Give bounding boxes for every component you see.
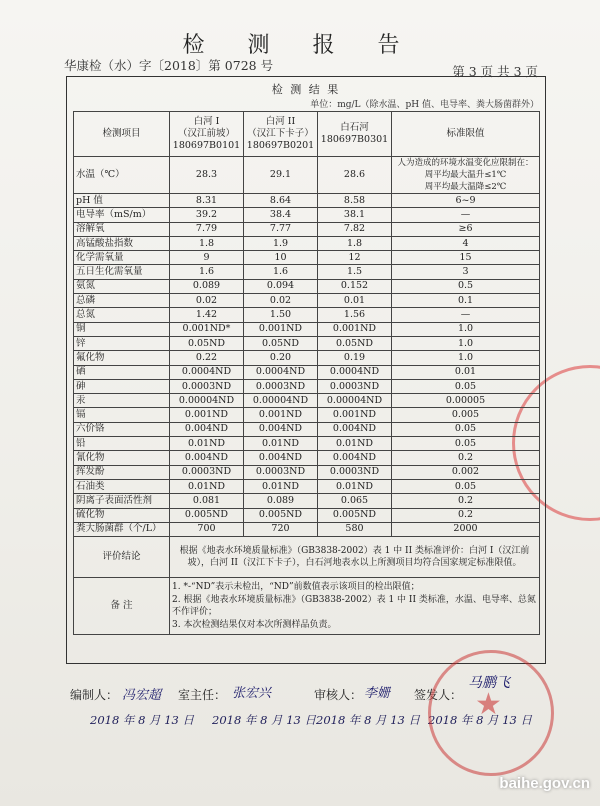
row-value-site3: 0.05ND [318, 336, 392, 350]
row-value-site1: 0.0004ND [170, 365, 244, 379]
row-value-site2: 0.05ND [244, 336, 318, 350]
row-item: 六价铬 [74, 422, 170, 436]
row-item: 氟化物 [74, 351, 170, 365]
row-value-site1: 700 [170, 522, 244, 536]
compiler-label: 编制人： [70, 688, 119, 702]
row-limit: 0.05 [392, 479, 540, 493]
row-value-site2: 0.01ND [244, 479, 318, 493]
document-number: 华康检（水）字〔2018〕第 0728 号 [64, 58, 274, 73]
row-item: 锌 [74, 336, 170, 350]
row-limit: 4 [392, 236, 540, 250]
row-value-site2: 0.0004ND [244, 365, 318, 379]
row-value-site2: 1.50 [244, 308, 318, 322]
row-value-site3: 0.01ND [318, 437, 392, 451]
row-value-site2: 0.20 [244, 351, 318, 365]
row-item: 五日生化需氧量 [74, 265, 170, 279]
director-signature: 张宏兴 [232, 686, 272, 701]
row-value-site1: 9 [170, 251, 244, 265]
row-value-site1: 1.42 [170, 308, 244, 322]
header-item: 检测项目 [74, 112, 170, 157]
row-value-site3: 0.152 [318, 279, 392, 293]
row-value-site2: 0.004ND [244, 422, 318, 436]
row-limit: 6~9 [392, 194, 540, 208]
header-site2: 白河 II （汉江下卡子） 180697B0201 [244, 112, 318, 157]
row-item: 氰化物 [74, 451, 170, 465]
row-value-site3: 38.1 [318, 208, 392, 222]
row-limit: 0.01 [392, 365, 540, 379]
table-row [74, 294, 540, 308]
row-limit: 2000 [392, 522, 540, 536]
row-value-site3: 580 [318, 522, 392, 536]
row-value-site2: 0.0003ND [244, 465, 318, 479]
row-value-site2: 0.094 [244, 279, 318, 293]
table-row [74, 251, 540, 265]
page-info: 第 3 页 共 3 页 [452, 64, 538, 79]
row-value-site2: 0.01ND [244, 437, 318, 451]
row-value-site2: 0.02 [244, 294, 318, 308]
row-limit: — [392, 308, 540, 322]
row-value-site1: 0.001ND* [170, 322, 244, 336]
row-item: 化学需氧量 [74, 251, 170, 265]
row-value-site3: 0.0004ND [318, 365, 392, 379]
row-value-site3: 0.004ND [318, 422, 392, 436]
row-item: 电导率（mS/m） [74, 208, 170, 222]
row-value-site1: 0.0003ND [170, 379, 244, 393]
row-value-site1: 1.6 [170, 265, 244, 279]
row-item: 铜 [74, 322, 170, 336]
row-value-site1: 0.001ND [170, 408, 244, 422]
row-item: 粪大肠菌群（个/L） [74, 522, 170, 536]
results-frame [66, 76, 546, 664]
row-value-site3: 1.5 [318, 265, 392, 279]
row-item: 硫化物 [74, 508, 170, 522]
row-value-site2: 1.6 [244, 265, 318, 279]
row-limit: 0.2 [392, 494, 540, 508]
row-value-site3: 0.0003ND [318, 465, 392, 479]
table-row [74, 222, 540, 236]
row-item: 硒 [74, 365, 170, 379]
row-value-site3: 0.001ND [318, 322, 392, 336]
evaluation-row [74, 537, 540, 578]
compiler-signature: 冯宏超 [122, 688, 162, 703]
header-site1: 白河 I （汉江前坡） 180697B0101 [170, 112, 244, 157]
row-limit: 0.1 [392, 294, 540, 308]
row-value-site1: 0.05ND [170, 336, 244, 350]
row-item: 总氮 [74, 308, 170, 322]
table-row [74, 465, 540, 479]
row-value-site1: 0.00004ND [170, 394, 244, 408]
table-row [74, 422, 540, 436]
date-compiler: 2018 年 8 月 13 日 [90, 713, 194, 727]
table-row [74, 451, 540, 465]
row-value-site3: 0.00004ND [318, 394, 392, 408]
table-row [74, 336, 540, 350]
star-icon: ★ [475, 687, 502, 722]
row-value-site2: 0.001ND [244, 322, 318, 336]
row-item: 挥发酚 [74, 465, 170, 479]
row-item: 汞 [74, 394, 170, 408]
table-row [74, 508, 540, 522]
row-limit: 0.05 [392, 422, 540, 436]
table-row [74, 265, 540, 279]
row-value-site1: 0.0003ND [170, 465, 244, 479]
row-limit: 15 [392, 251, 540, 265]
report-title: 检 测 报 告 [182, 33, 418, 58]
table-row [74, 379, 540, 393]
row-limit: 0.00005 [392, 394, 540, 408]
table-row [74, 479, 540, 493]
table-row [74, 351, 540, 365]
issuer-signature: 马鹏飞 [468, 675, 510, 691]
header-limit: 标准限值 [392, 112, 540, 157]
row-limit: 人为造成的环境水温变化应限制在： 周平均最大温升≤1℃ 周平均最大温降≤2℃ [392, 157, 540, 194]
section-title: 检 测 结 果 [271, 83, 341, 96]
director-label: 室主任： [178, 688, 227, 702]
results-table [73, 111, 540, 635]
row-item: 总磷 [74, 294, 170, 308]
table-row [74, 437, 540, 451]
row-item: 氨氮 [74, 279, 170, 293]
row-value-site2: 7.77 [244, 222, 318, 236]
row-value-site2: 10 [244, 251, 318, 265]
table-row [74, 408, 540, 422]
remark-line: 1. *-“ND”表示未检出，“ND”前数值表示该项目的检出限值； [172, 582, 420, 593]
row-value-site2: 38.4 [244, 208, 318, 222]
row-item: 石油类 [74, 479, 170, 493]
row-value-site3: 0.01ND [318, 479, 392, 493]
row-limit: 0.005 [392, 408, 540, 422]
row-limit: 0.2 [392, 508, 540, 522]
row-value-site1: 0.089 [170, 279, 244, 293]
row-value-site3: 0.0003ND [318, 379, 392, 393]
remark-line: 3. 本次检测结果仅对本次所测样品负责。 [172, 619, 337, 630]
table-row [74, 394, 540, 408]
date-issuer: 2018 年 8 月 13 日 [428, 713, 532, 727]
row-value-site2: 0.005ND [244, 508, 318, 522]
table-row [74, 208, 540, 222]
remark-line: 2. 根据《地表水环境质量标准》（GB3838-2002）表 1 中 II 类标准，水温、电导率、总氮不作评价； [172, 594, 536, 618]
row-value-site2: 720 [244, 522, 318, 536]
table-row [74, 494, 540, 508]
row-item: 铅 [74, 437, 170, 451]
remarks-label: 备 注 [74, 578, 170, 635]
table-row [74, 365, 540, 379]
row-item: 水温（℃） [74, 157, 170, 194]
row-limit: 0.05 [392, 437, 540, 451]
row-limit: 1.0 [392, 322, 540, 336]
row-value-site1: 0.01ND [170, 437, 244, 451]
row-limit: 3 [392, 265, 540, 279]
row-value-site2: 0.004ND [244, 451, 318, 465]
issuer-label: 签发人： [414, 688, 463, 702]
row-value-site2: 0.00004ND [244, 394, 318, 408]
table-row [74, 522, 540, 536]
evaluation-label: 评价结论 [74, 537, 170, 578]
row-value-site1: 1.8 [170, 236, 244, 250]
table-row [74, 194, 540, 208]
row-value-site1: 0.004ND [170, 422, 244, 436]
reviewer-label: 审核人： [314, 688, 363, 702]
evaluation-text: 根据《地表水环境质量标准》（GB3838-2002）表 1 中 II 类标准评价：白河 I（汉江前坡），白河 II（汉江下卡子），白石河地表水以上所测项目均符合国家规定标准限值。 [170, 537, 540, 578]
row-value-site3: 0.01 [318, 294, 392, 308]
row-value-site3: 0.065 [318, 494, 392, 508]
row-value-site3: 7.82 [318, 222, 392, 236]
row-value-site3: 1.8 [318, 236, 392, 250]
row-value-site1: 0.081 [170, 494, 244, 508]
table-row [74, 157, 540, 194]
row-value-site3: 0.001ND [318, 408, 392, 422]
remarks-row [74, 578, 540, 635]
row-limit: 0.002 [392, 465, 540, 479]
row-limit: — [392, 208, 540, 222]
row-item: 高锰酸盐指数 [74, 236, 170, 250]
row-value-site3: 0.005ND [318, 508, 392, 522]
row-value-site2: 0.001ND [244, 408, 318, 422]
table-row [74, 279, 540, 293]
row-limit: 0.05 [392, 379, 540, 393]
table-row [74, 236, 540, 250]
remarks-text [170, 578, 540, 635]
row-item: 阴离子表面活性剂 [74, 494, 170, 508]
row-value-site1: 39.2 [170, 208, 244, 222]
row-value-site3: 28.6 [318, 157, 392, 194]
row-limit: 1.0 [392, 336, 540, 350]
row-value-site1: 0.004ND [170, 451, 244, 465]
row-value-site1: 0.005ND [170, 508, 244, 522]
row-value-site1: 0.22 [170, 351, 244, 365]
row-limit: 0.5 [392, 279, 540, 293]
row-item: pH 值 [74, 194, 170, 208]
table-header-row [74, 112, 540, 157]
date-director: 2018 年 8 月 13 日 [212, 713, 316, 727]
row-value-site1: 7.79 [170, 222, 244, 236]
row-value-site2: 1.9 [244, 236, 318, 250]
reviewer-signature: 李姗 [364, 686, 391, 701]
row-item: 溶解氧 [74, 222, 170, 236]
row-value-site3: 0.004ND [318, 451, 392, 465]
row-item: 砷 [74, 379, 170, 393]
header-site3: 白石河 180697B0301 [318, 112, 392, 157]
unit-note: 单位：mg/L（除水温、pH 值、电导率、粪大肠菌群外） [310, 100, 539, 110]
row-value-site1: 0.01ND [170, 479, 244, 493]
watermark: baihe.gov.cn [499, 775, 590, 792]
row-value-site3: 0.19 [318, 351, 392, 365]
row-value-site2: 0.089 [244, 494, 318, 508]
row-limit: ≥6 [392, 222, 540, 236]
table-row [74, 322, 540, 336]
row-limit: 0.2 [392, 451, 540, 465]
row-limit: 1.0 [392, 351, 540, 365]
red-seal-bottom [428, 650, 554, 776]
row-value-site2: 29.1 [244, 157, 318, 194]
row-value-site2: 0.0003ND [244, 379, 318, 393]
row-value-site3: 1.56 [318, 308, 392, 322]
table-row [74, 308, 540, 322]
row-value-site1: 28.3 [170, 157, 244, 194]
row-item: 镉 [74, 408, 170, 422]
row-value-site1: 0.02 [170, 294, 244, 308]
row-value-site3: 8.58 [318, 194, 392, 208]
date-reviewer: 2018 年 8 月 13 日 [316, 713, 420, 727]
row-value-site1: 8.31 [170, 194, 244, 208]
row-value-site2: 8.64 [244, 194, 318, 208]
row-value-site3: 12 [318, 251, 392, 265]
